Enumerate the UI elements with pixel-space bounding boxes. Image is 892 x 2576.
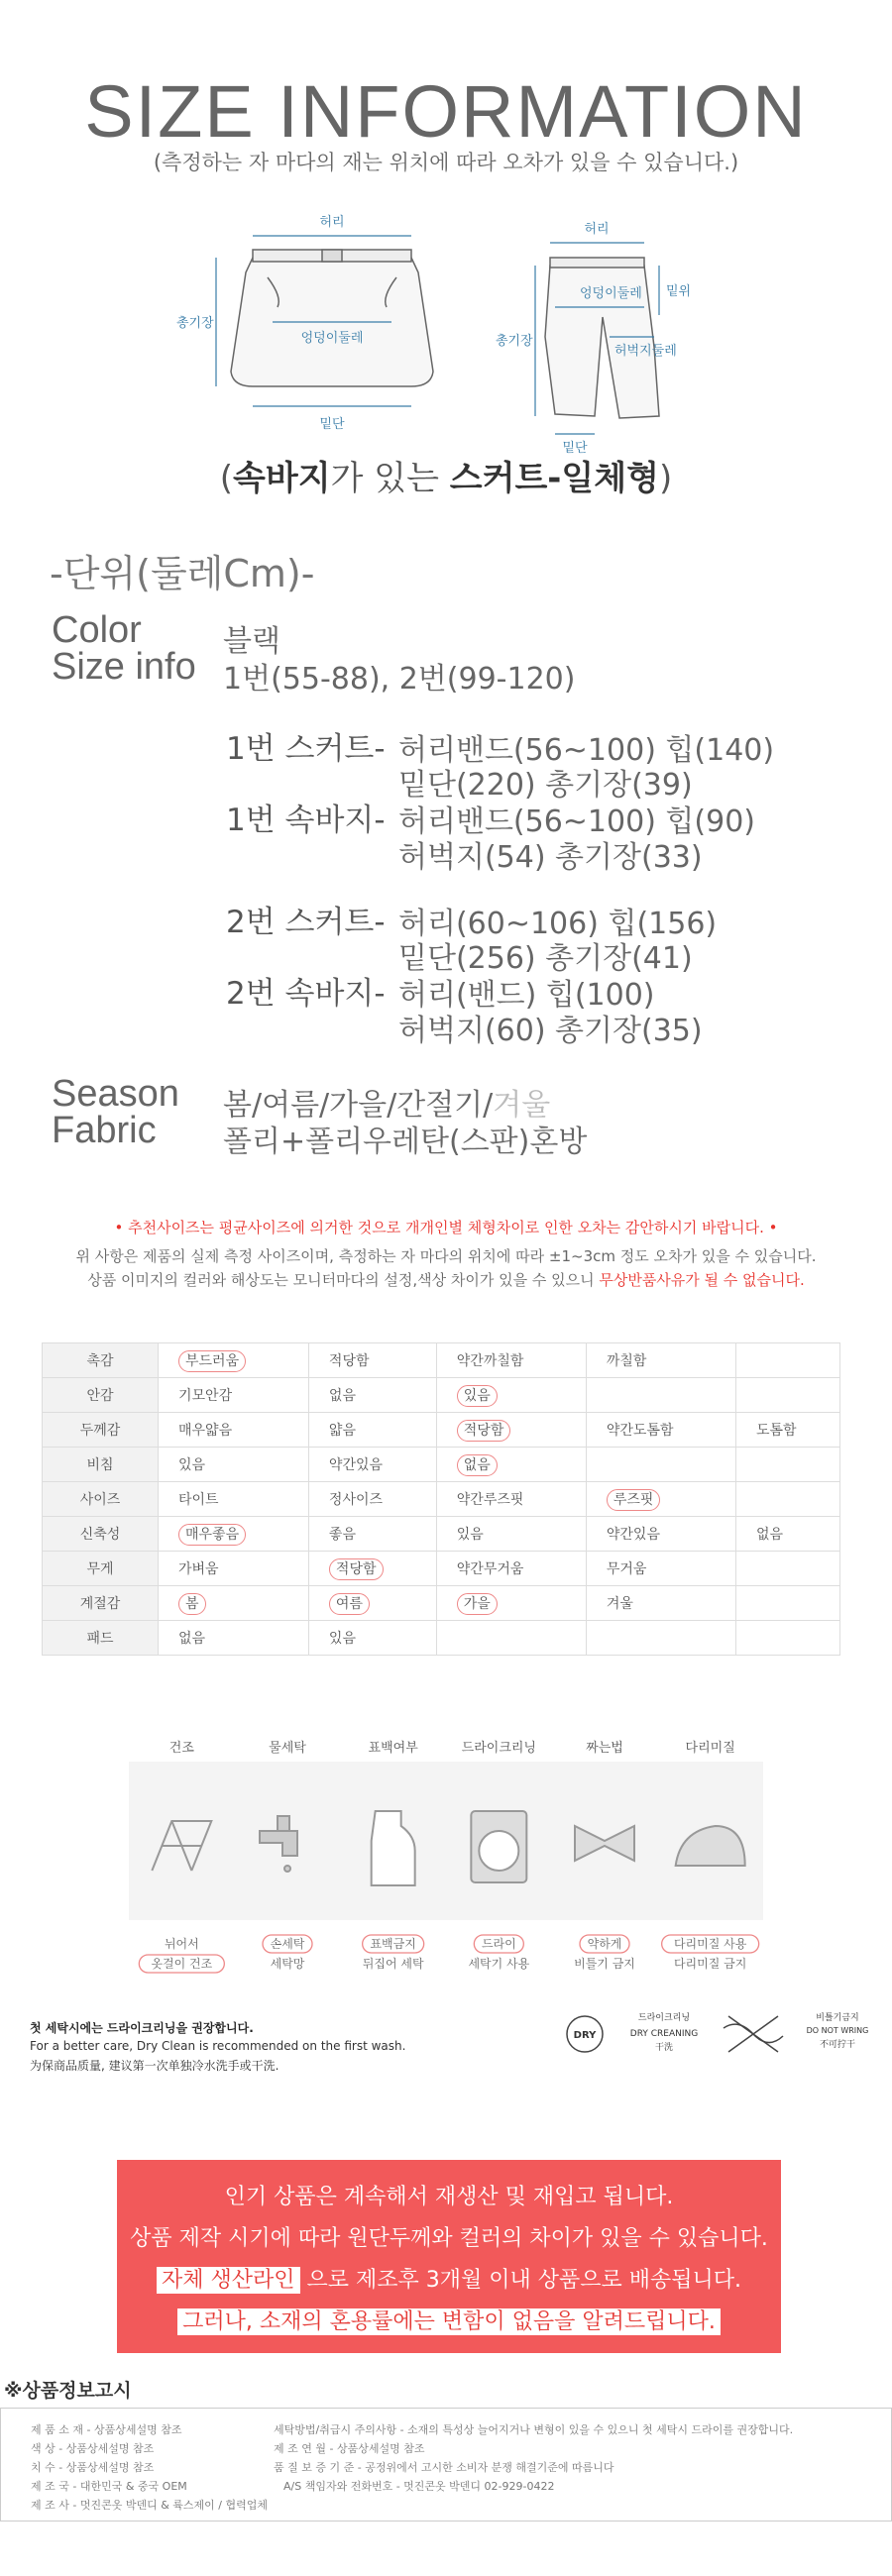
feel-row [43,1343,840,1378]
feel-option: 없음 [178,1631,206,1647]
care-header: 다리미질 [685,1741,735,1756]
feel-cell [735,1482,839,1517]
feel-row-head: 두께감 [43,1413,159,1448]
spec-line-2b: 허벅지(54) 총기장(33) [398,840,703,875]
feel-row [43,1621,840,1656]
feel-cell [159,1482,309,1517]
unit-label: -단위(둘레Cm)- [50,552,315,595]
product-info-right: 세탁방법/취급시 주의사항 - 소재의 특성상 늘어지거나 변형이 있을 수 있으니 첫 세탁시 드라이를 권장합니다. 제 조 연 월 - 상품상세설명 참조 품 질 보 증 기 준 - 공정위에서 고시한 소비자 분쟁 해결기준에 따름니다 A/S 책임자와 전화번호 - 멋진콘옷 박덴디 02-929-0422 [274,2423,794,2493]
skirt-hem-label: 밑단 [319,417,345,432]
feel-row [43,1378,840,1413]
product-type-caption: (속바지가 있는 스커트-일체형) [219,459,673,498]
feel-row-head: 계절감 [43,1586,159,1621]
skirt-hip-label: 엉덩이둘레 [300,331,364,346]
feel-cell [735,1586,839,1621]
feel-option-selected: 매우좋음 [178,1524,246,1546]
feel-option: 도톰함 [755,1423,797,1439]
spec-line-1b: 밑단(220) 총기장(39) [398,768,693,803]
care-option-selected: 드라이 [481,1937,516,1951]
feel-row-head: 비침 [43,1448,159,1482]
care-option: 세탁기 사용 [468,1957,530,1971]
pants-hem-label: 밑단 [562,441,588,456]
feel-cell [436,1343,586,1378]
feel-row [43,1482,840,1517]
pants-length-label: 총기장 [496,334,533,349]
size-diagram [159,198,733,456]
feel-cell [308,1621,436,1656]
page-title: SIZE INFORMATION [84,70,808,153]
pants-thigh-label: 허벅지둘레 [614,344,677,359]
feel-cell [308,1552,436,1586]
no-wring-icon [724,2016,783,2052]
color-label: Color [52,609,142,651]
feel-option-selected: 부드러움 [178,1350,246,1372]
feel-cell [586,1621,735,1656]
feel-cell [586,1413,735,1448]
feel-option-selected: 가을 [457,1593,498,1615]
season-label: Season [52,1073,179,1115]
feel-cell [436,1413,586,1448]
feel-cell [735,1413,839,1448]
feel-cell [735,1343,839,1378]
feel-option: 약간도톰함 [606,1423,674,1439]
feel-option-selected: 없음 [457,1454,498,1476]
feel-row-head: 무게 [43,1552,159,1586]
season-value: 봄/여름/가을/간절기/겨울 [223,1088,551,1123]
feel-option-selected: 적당함 [329,1558,384,1580]
dry-clean-icon [567,2016,603,2052]
care-option: 세탁망 [270,1957,305,1971]
svg-text:DRY: DRY [573,2030,597,2041]
product-info-left: 제 품 소 재 - 상품상세설명 참조 색 상 - 상품상세설명 참조 치 수 - 상품상세설명 참조 제 조 국 - 대한민국 & 중국 OEM 제 조 사 - 멋진콘옷 박덴디 & 륙스제이 / 협력업체 [31,2423,268,2512]
feel-cell [436,1621,586,1656]
svg-text:드라이크리닝: 드라이크리닝 [637,2013,691,2023]
feel-row-head: 사이즈 [43,1482,159,1517]
feel-cell [159,1586,309,1621]
feel-cell [159,1621,309,1656]
feel-cell [308,1413,436,1448]
spec-line-2a: 허리밴드(56~100) 힙(90) [398,805,755,839]
feel-option: 약간루즈핏 [456,1492,524,1508]
spec-line-4b: 허벅지(60) 총기장(35) [398,1014,703,1048]
feel-cell [436,1586,586,1621]
feel-option: 가벼움 [178,1561,219,1577]
feel-cell [735,1621,839,1656]
feel-cell [586,1343,735,1378]
feel-row-head: 촉감 [43,1343,159,1378]
fabric-label: Fabric [52,1110,157,1151]
wash-note-ko: 첫 세탁시에는 드라이크리닝을 권장합니다. [30,2021,254,2035]
feel-cell [308,1482,436,1517]
feel-cell [735,1517,839,1552]
pants-waist-label: 허리 [584,222,610,237]
feel-option: 있음 [456,1527,484,1543]
spec-label-2: 1번 속바지- [226,803,386,838]
feel-cell [308,1448,436,1482]
svg-text:DRY CREANING: DRY CREANING [629,2029,699,2039]
feel-option: 까칠함 [606,1353,647,1369]
care-header: 물세탁 [269,1741,306,1756]
color-value: 블랙 [223,624,280,659]
feel-option: 없음 [755,1527,784,1543]
feel-cell [586,1378,735,1413]
care-header: 건조 [168,1741,194,1756]
feel-option: 약간까칠함 [456,1353,524,1369]
feel-cell [586,1586,735,1621]
feel-row [43,1517,840,1552]
shorts-illustration [545,258,659,418]
care-option-selected: 표백금지 [370,1937,416,1951]
banner-line-4: 그러나, 소재의 혼용률에는 변함이 없음을 알려드립니다. [117,2305,781,2335]
feel-cell [159,1517,309,1552]
feel-cell [308,1378,436,1413]
feel-row [43,1552,840,1586]
feel-option: 약간무거움 [456,1561,524,1577]
color-notice: 상품 이미지의 컬러와 해상도는 모니터마다의 설정,색상 차이가 있을 수 있으니 무상반품사유가 될 수 없습니다. [87,1271,805,1289]
restock-banner [117,2160,781,2353]
feel-row-head: 패드 [43,1621,159,1656]
recommend-notice: • 추천사이즈는 평균사이즈에 의거한 것으로 개개인별 체형차이로 인한 오차는 감안하시기 바랍니다. • [114,1219,778,1236]
fabric-feel-table [42,1342,840,1656]
feel-row-head: 신축성 [43,1517,159,1552]
feel-option: 없음 [328,1388,356,1404]
care-option-selected: 손세탁 [270,1937,305,1951]
page-subtitle: (측정하는 자 마다의 재는 위치에 따라 오차가 있을 수 있습니다.) [153,151,739,174]
feel-option-selected: 루즈핏 [607,1489,661,1511]
care-option: 다리미질 금지 [673,1957,747,1971]
care-header: 표백여부 [368,1741,418,1756]
skirt-illustration [231,250,433,386]
care-option-selected: 약하게 [587,1937,622,1951]
spec-line-1a: 허리밴드(56~100) 힙(140) [398,733,775,768]
feel-option: 있음 [328,1631,356,1647]
spec-line-3a: 허리(60~106) 힙(156) [398,907,718,941]
feel-row [43,1586,840,1621]
banner-line-3: 자체 생산라인 으로 제조후 3개월 이내 상품으로 배송됩니다. [117,2263,781,2294]
feel-cell [436,1378,586,1413]
feel-option-selected: 봄 [178,1593,206,1615]
feel-option: 적당함 [328,1353,370,1369]
care-option: 뉘어서 [164,1937,199,1951]
skirt-waist-label: 허리 [319,215,345,230]
product-info-box [0,2408,892,2522]
svg-text:干洗: 干洗 [654,2043,674,2053]
skirt-length-label: 총기장 [176,316,214,331]
feel-cell [159,1413,309,1448]
spec-line-4a: 허리(밴드) 힙(100) [398,978,655,1013]
care-option: 비틀기 금지 [574,1957,635,1971]
svg-text:DO NOT WRING: DO NOT WRING [806,2026,869,2035]
care-option-selected: 다리미질 사용 [673,1937,747,1951]
feel-row [43,1413,840,1448]
product-info-title: ※상품정보고시 [4,2380,132,2402]
svg-text:不可拧干: 不可拧干 [819,2040,856,2050]
feel-cell [436,1448,586,1482]
spec-label-3: 2번 스커트- [226,905,386,940]
spec-label-1: 1번 스커트- [226,731,386,767]
feel-cell [159,1552,309,1586]
feel-cell [586,1552,735,1586]
wash-note-en: For a better care, Dry Clean is recommended on the first wash. [30,2039,406,2053]
feel-row [43,1448,840,1482]
feel-option: 정사이즈 [328,1492,384,1508]
feel-cell [159,1448,309,1482]
washing-machine-icon [471,1811,526,1882]
svg-text:비틀기금지: 비틀기금지 [816,2013,859,2023]
banner-line-2: 상품 제작 시기에 따라 원단두께와 컬러의 차이가 있을 수 있습니다. [130,2226,768,2251]
spec-label-4: 2번 속바지- [226,976,386,1012]
feel-cell [159,1378,309,1413]
feel-cell [735,1448,839,1482]
feel-option-selected: 적당함 [457,1420,511,1442]
feel-cell [436,1552,586,1586]
feel-cell [436,1517,586,1552]
care-header: 짜는법 [586,1741,623,1756]
feel-cell [586,1448,735,1482]
feel-cell [159,1343,309,1378]
fabric-value: 폴리+폴리우레탄(스판)혼방 [223,1125,588,1159]
care-guide [129,1732,763,1994]
feel-option: 얇음 [328,1423,356,1439]
wash-note-cn: 为保商品质量, 建议第一次单独冷水洗手或干洗. [30,2059,279,2073]
feel-cell [586,1517,735,1552]
feel-option-selected: 여름 [329,1593,370,1615]
care-option-selected: 옷걸이 건조 [151,1957,213,1971]
feel-cell [308,1517,436,1552]
feel-cell [308,1343,436,1378]
feel-option: 약간있음 [328,1457,384,1473]
feel-option: 겨울 [606,1596,633,1612]
pants-rise-label: 밑위 [666,284,692,299]
feel-option: 매우얇음 [178,1423,233,1439]
feel-option: 약간있음 [606,1527,660,1543]
feel-cell [735,1378,839,1413]
feel-row-head: 안감 [43,1378,159,1413]
feel-cell [735,1552,839,1586]
feel-option: 좋음 [328,1527,356,1543]
feel-option: 타이트 [178,1492,219,1508]
feel-option-selected: 있음 [457,1385,498,1407]
feel-cell [586,1482,735,1517]
banner-line-1: 인기 상품은 계속해서 재생산 및 재입고 됩니다. [224,2185,674,2209]
pants-hip-label: 엉덩이둘레 [580,286,642,301]
measure-notice: 위 사항은 제품의 실제 측정 사이즈이며, 측정하는 자 마다의 위치에 따라 ±1~3cm 정도 오차가 있을 수 있습니다. [75,1247,817,1265]
feel-cell [308,1586,436,1621]
care-option: 뒤집어 세탁 [362,1957,424,1971]
care-header: 드라이크리닝 [461,1741,537,1756]
feel-option: 있음 [178,1457,206,1473]
sizeinfo-value: 1번(55-88), 2번(99-120) [223,662,576,697]
feel-cell [436,1482,586,1517]
care-icon-panel [129,1762,763,1920]
sizeinfo-label: Size info [52,646,196,688]
spec-line-3b: 밑단(256) 총기장(41) [398,941,693,976]
feel-option: 무거움 [606,1561,647,1577]
care-symbols [555,2006,872,2081]
feel-option: 기모안감 [178,1388,233,1404]
